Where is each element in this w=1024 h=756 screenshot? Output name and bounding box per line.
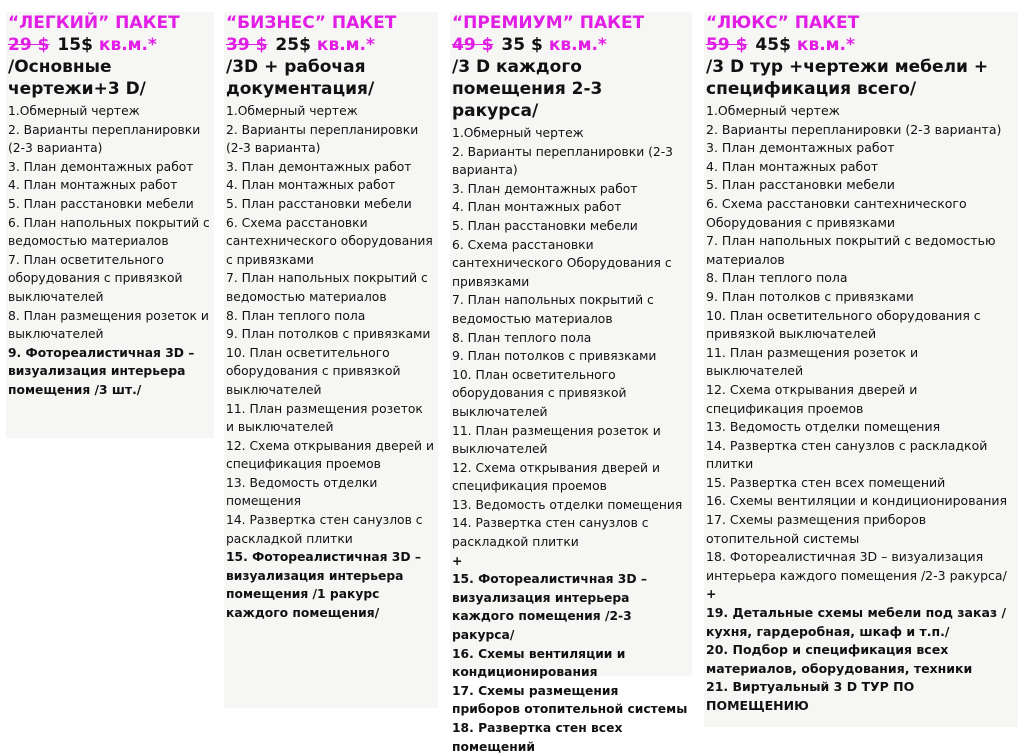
list-item: 12. Схема открывания дверей и спецификация проемов xyxy=(452,460,660,494)
old-price: 29 $ xyxy=(8,35,50,55)
list-item: 15. Фотореалистичная 3D – визуализация интерьера каждого помещения /2-3 ракурса/ xyxy=(452,572,647,643)
list-item: 12. Схема открывания дверей и спецификация проемов xyxy=(706,381,918,416)
list-item: 5. План расстановки мебели xyxy=(226,196,412,211)
price-line xyxy=(706,34,1014,56)
list-item: 10. План осветительного оборудования с привязкой выключателей xyxy=(706,307,981,342)
list-item: 11. План размещения розеток и выключателей xyxy=(452,423,661,457)
price-unit: кв.м.* xyxy=(98,35,157,55)
old-price: 39 $ xyxy=(226,35,268,55)
list-item: + xyxy=(706,586,717,602)
list-item: 12. Схема открывания дверей и спецификация проемов xyxy=(226,438,434,472)
list-item: 6. Схема расстановки сантехнического оборудования с привязками xyxy=(226,215,433,267)
package-subtitle: /3 D каждого помещения 2-3 ракурса/ xyxy=(452,57,603,121)
list-item: 20. Подбор и спецификация всех материалов, оборудования, техники xyxy=(706,642,973,676)
list-item: 13. Ведомость отделки помещения xyxy=(226,475,378,509)
list-item: 14. Развертка стен санузлов с раскладкой плитки xyxy=(706,437,988,472)
list-item: 2. Варианты перепланировки (2-3 варианта) xyxy=(706,121,1002,137)
list-item: 15. Развертка стен всех помещений xyxy=(706,474,946,490)
list-item: 13. Ведомость отделки помещения xyxy=(706,419,941,435)
new-price: 35 $ xyxy=(501,35,543,55)
list-item: 8. План теплого пола xyxy=(452,330,592,345)
old-price: 49 $ xyxy=(452,35,494,55)
list-item: 14. Развертка стен санузлов с раскладкой плитки xyxy=(452,516,649,550)
list-item: 5. План расстановки мебели xyxy=(8,196,194,211)
list-item: 9. Фотореалистичная 3D – визуализация интерьера помещения /3 шт./ xyxy=(8,345,195,397)
list-item: 7. План напольных покрытий с ведомостью материалов xyxy=(452,293,654,326)
list-item: 10. План осветительного оборудования с привязкой выключателей xyxy=(226,345,401,397)
new-price: 25$ xyxy=(275,35,311,55)
package-column-premium xyxy=(450,12,692,754)
list-item: 5. План расстановки мебели xyxy=(706,177,895,193)
list-item: 6. Схема расстановки сантехнического Оборудования с привязками xyxy=(452,237,672,289)
package-title: “ПРЕМИУМ” ПАКЕТ xyxy=(452,13,645,33)
list-item: 3. План демонтажных работ xyxy=(452,181,638,196)
list-item: + xyxy=(452,553,463,568)
list-item: 3. План демонтажных работ xyxy=(8,159,194,174)
list-item: 17. Схемы размещения приборов отопительной системы xyxy=(706,512,927,546)
list-item: 10. План осветительного оборудования с привязкой выключателей xyxy=(452,367,627,419)
package-item-list xyxy=(226,102,434,623)
package-item-list xyxy=(452,124,688,756)
price-unit: кв.м.* xyxy=(548,35,607,55)
list-item: 7. План осветительного оборудования с привязкой выключателей xyxy=(8,252,183,304)
price-line xyxy=(226,34,434,56)
list-item: 4. План монтажных работ xyxy=(706,158,879,174)
list-item: 1.Обмерный чертеж xyxy=(8,104,140,118)
list-item: 2. Варианты перепланировки (2-3 варианта) xyxy=(8,122,201,156)
list-item: 11. План размещения розеток и выключателей xyxy=(226,401,423,435)
list-item: 17. Схемы размещения приборов отопительной системы xyxy=(452,683,688,717)
package-column-lux xyxy=(704,12,1018,727)
list-item: 18. Фотореалистичная 3D – визуализация интерьера каждого помещения /2-3 ракурса/ xyxy=(706,549,1007,583)
package-subtitle: /Основные чертежи+3 D/ xyxy=(8,57,146,99)
old-price: 59 $ xyxy=(706,35,748,55)
package-column-light xyxy=(6,12,214,438)
list-item: 4. План монтажных работ xyxy=(8,178,178,193)
list-item: 7. План напольных покрытий с ведомостью материалов xyxy=(226,271,428,304)
package-item-list xyxy=(706,102,1014,716)
new-price: 15$ xyxy=(57,35,93,55)
package-column-business xyxy=(224,12,438,708)
list-item: 19. Детальные схемы мебели под заказ /кухня, гардеробная, шкаф и т.п./ xyxy=(706,605,1007,639)
list-item: 14. Развертка стен санузлов с раскладкой плитки xyxy=(226,513,423,546)
list-item: 16. Схемы вентиляции и кондиционирования xyxy=(706,493,1008,509)
list-item: 5. План расстановки мебели xyxy=(452,218,638,233)
list-item: 6. План напольных покрытий с ведомостью материалов xyxy=(8,215,210,249)
list-item: 4. План монтажных работ xyxy=(226,178,396,193)
list-item: 8. План теплого пола xyxy=(706,270,848,286)
package-title: “ЛЮКС” ПАКЕТ xyxy=(706,13,860,33)
package-title: “БИЗНЕС” ПАКЕТ xyxy=(226,13,397,33)
list-item: 9. План потолков с привязками xyxy=(226,327,431,342)
new-price: 45$ xyxy=(755,35,791,55)
list-item: 15. Фотореалистичная 3D – визуализация интерьера помещения /1 ракурс каждого помещения/ xyxy=(226,550,421,621)
list-item: 13. Ведомость отделки помещения xyxy=(452,497,683,512)
list-item: 6. Схема расстановки сантехнического Оборудования с привязками xyxy=(706,195,967,230)
list-item: 2. Варианты перепланировки (2-3 варианта) xyxy=(226,122,419,156)
price-line xyxy=(8,34,210,56)
price-unit: кв.м.* xyxy=(796,35,855,55)
price-line xyxy=(452,34,688,56)
list-item: 9. План потолков с привязками xyxy=(706,288,914,304)
list-item: 16. Схемы вентиляции и кондиционирования xyxy=(452,646,626,680)
package-subtitle: /3D + рабочая документация/ xyxy=(226,57,375,99)
list-item: 1.Обмерный чертеж xyxy=(226,104,358,118)
list-item: 11. План размещения розеток и выключателей xyxy=(706,344,919,379)
list-item: 7. План напольных покрытий с ведомостью материалов xyxy=(706,233,996,267)
package-subtitle: /3 D тур +чертежи мебели + спецификация всего/ xyxy=(706,57,989,99)
list-item: 3. План демонтажных работ xyxy=(226,159,412,174)
list-item: 21. Виртуальный 3 D ТУР ПО ПОМЕЩЕНИЮ xyxy=(706,679,915,713)
list-item: 3. План демонтажных работ xyxy=(706,140,895,156)
list-item: 4. План монтажных работ xyxy=(452,200,622,215)
list-item: 18. Развертка стен всех помещений xyxy=(452,721,623,754)
list-item: 1.Обмерный чертеж xyxy=(706,103,840,118)
package-title: “ЛЕГКИЙ” ПАКЕТ xyxy=(8,13,180,33)
price-unit: кв.м.* xyxy=(316,35,375,55)
list-item: 8. План размещения розеток и выключателей xyxy=(8,308,209,342)
package-item-list xyxy=(8,102,210,400)
list-item: 2. Варианты перепланировки (2-3 варианта) xyxy=(452,144,673,178)
list-item: 8. План теплого пола xyxy=(226,308,366,323)
list-item: 9. План потолков с привязками xyxy=(452,349,657,364)
list-item: 1.Обмерный чертеж xyxy=(452,126,584,140)
